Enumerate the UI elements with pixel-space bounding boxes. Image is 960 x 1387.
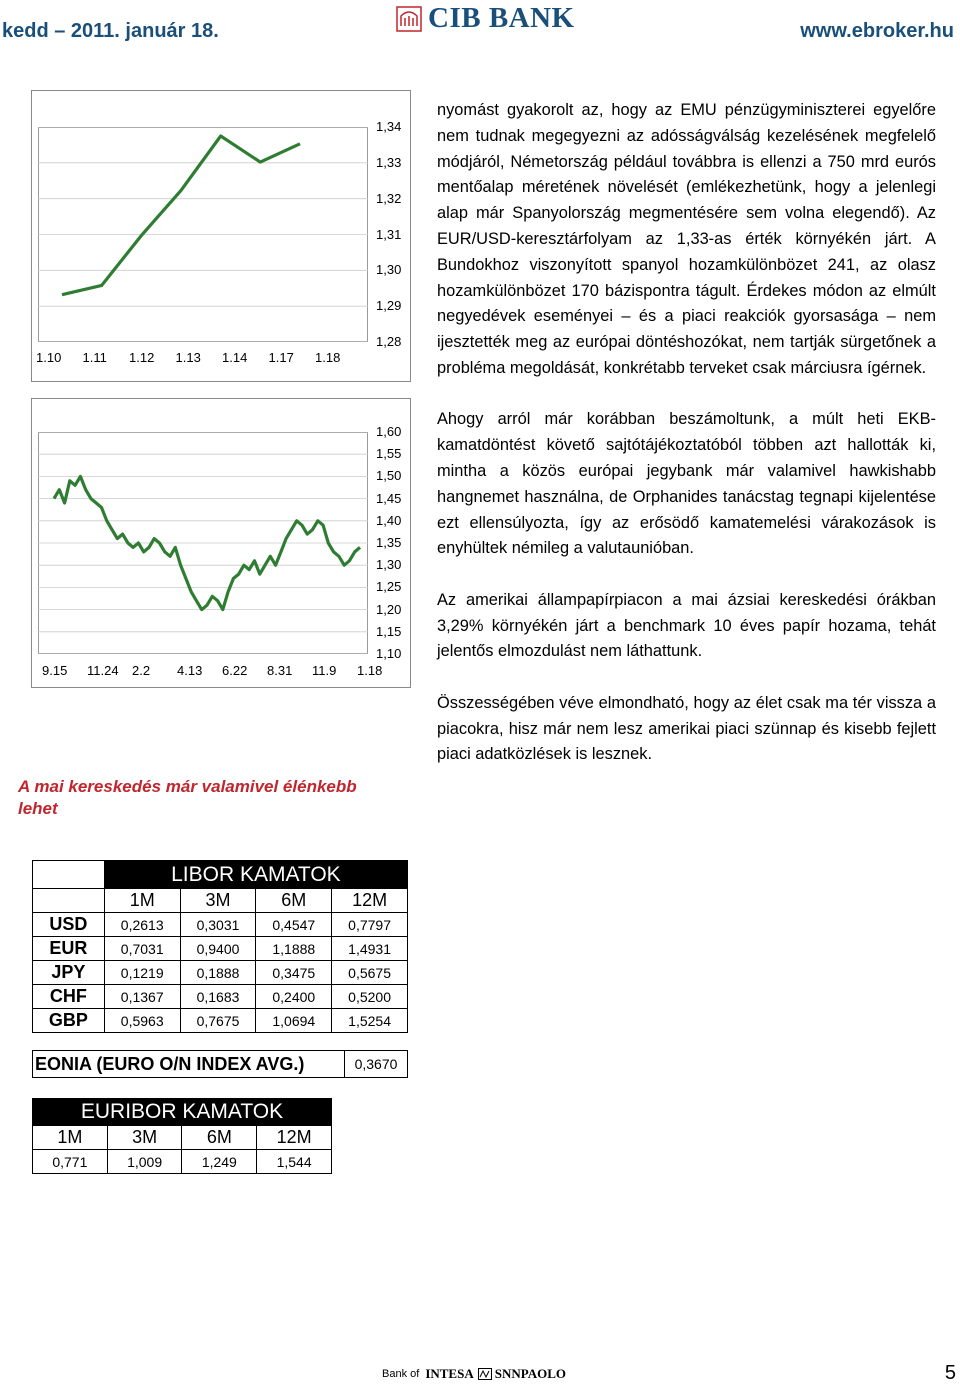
euribor-col-header: 12M [257,1126,332,1150]
paragraph-1: nyomást gyakorolt az, hogy az EMU pénzügyminiszterei egyelőre nem tudnak megegyezni az adósságválság kezelésének megfelelő módjáról, Németország például továbbra is ellenzi a 750 mrd eurós mentőalap méretének növelését (emlékezhetünk, hogy a jelenlegi alap már Spanyolország megmentésére sem volna elegendő). Az EUR/USD-keresztárfolyam az 1,33-as érték környékén járt. A Bundokhoz viszonyított spanyol hozamkülönbözet 241, az olasz hozamkülönbözet 170 bázispontra tágult. Érdekes módon az elmúlt negyedévek eseményei – és a piaci reakciók gyorsasága – nem ijesztették meg az európai döntéshozókat, nem tartják sürgetőnek a probléma megoldását, konkrétabb terveket csak márciusra ígérnek. [437,101,936,377]
rate-cell: 0,1683 [180,985,256,1009]
rate-cell: 0,3031 [180,913,256,937]
euribor-rate-cell: 1,544 [257,1150,332,1174]
y-tick-label: 1,50 [376,468,402,484]
y-tick-label: 1,31 [376,226,402,242]
x-tick-label: 1.11 [82,350,107,365]
euribor-col-header: 6M [182,1126,257,1150]
y-tick-label: 1,30 [376,557,402,573]
y-tick-label: 1,10 [376,646,402,661]
eonia-value: 0,3670 [345,1051,408,1078]
paragraph-3: Az amerikai állampapírpiacon a mai ázsiai kereskedési órákban 3,29% környékén járt a benchmark 10 éves papír hozama, tehát jelentős elmozdulást nem láthattunk. [437,590,936,661]
intesa-logo-text: INTESA [425,1366,474,1381]
x-tick-label: 1.18 [357,663,383,678]
footer-prefix: Bank of [382,1368,420,1380]
euribor-col-header: 1M [33,1126,108,1150]
y-tick-label: 1,25 [376,579,402,595]
table-row [33,1009,408,1033]
x-tick-label: 1.18 [315,350,341,365]
libor-col-header: 1M [104,889,180,913]
x-tick-label: 1.13 [175,350,201,365]
rate-cell: 0,5963 [104,1009,180,1033]
y-tick-label: 1,30 [376,262,402,278]
currency-label: EUR [33,937,105,961]
x-tick-label: 2.2 [132,663,151,678]
y-tick-label: 1,29 [376,298,402,314]
table-row [33,985,408,1009]
x-tick-label: 11.24 [87,663,119,678]
eonia-label: EONIA (EURO O/N INDEX AVG.) [33,1051,345,1078]
x-tick-label: 9.15 [42,663,68,678]
paragraph-2: Ahogy arról már korábban beszámoltunk, a múlt heti EKB-kamatdöntést követő sajtótájékoztatóból többen azt hallották ki, mintha a közös európai jegybank már valamivel hawkishabb hangnemet használna, de Orphanides tanácstag tegnapi kijelentése ezt ellensúlyozta, így az erősödő kamatemelési várakozások is enyhültek némileg a valutaunióban. [437,410,936,558]
rate-cell: 0,4547 [256,913,332,937]
y-tick-label: 1,28 [376,334,402,349]
x-tick-label: 1.12 [129,350,155,365]
y-tick-label: 1,32 [376,190,402,206]
header-date: kedd – 2011. január 18. [2,20,219,42]
libor-table [32,860,408,1033]
libor-title: LIBOR KAMATOK [104,861,407,889]
paragraph-4: Összességében véve elmondható, hogy az élet csak ma tér vissza a piacokra, hisz már nem lesz amerikai piaci szünnap és kisebb fejlett piaci adatközlések is lesznek. [437,693,936,764]
table-row [33,961,408,985]
x-tick-label: 4.13 [177,663,203,678]
rate-cell: 0,2400 [256,985,332,1009]
rate-cell: 1,4931 [332,937,408,961]
y-tick-label: 1,15 [376,623,402,639]
currency-label: USD [33,913,105,937]
rate-cell: 0,7675 [180,1009,256,1033]
y-tick-label: 1,40 [376,512,402,528]
y-tick-label: 1,55 [376,446,402,462]
y-tick-label: 1,33 [376,154,402,170]
rate-cell: 0,1888 [180,961,256,985]
currency-label: JPY [33,961,105,985]
section-heading: A mai kereskedés már valamivel élénkebb lehet [18,777,357,818]
x-tick-label: 1.17 [268,350,294,365]
x-tick-label: 6.22 [222,663,248,678]
euribor-title: EURIBOR KAMATOK [33,1099,332,1126]
rate-cell: 0,9400 [180,937,256,961]
bank-name: CIB BANK [428,2,575,34]
rate-cell: 0,5675 [332,961,408,985]
libor-col-header: 6M [256,889,332,913]
x-tick-label: 1.10 [36,350,62,365]
libor-col-header: 12M [332,889,408,913]
rate-cell: 0,2613 [104,913,180,937]
weekly-chart-plot [38,127,368,342]
cib-emblem-icon [396,6,422,32]
x-tick-label: 1.14 [222,350,248,365]
cib-logo [396,2,575,35]
page-number: 5 [944,1362,956,1384]
x-tick-label: 8.31 [267,663,293,678]
header-site-link[interactable]: www.ebroker.hu [800,20,954,42]
rate-cell: 1,1888 [256,937,332,961]
rate-cell: 0,7797 [332,913,408,937]
sanpaolo-emblem-icon [478,1368,492,1380]
y-tick-label: 1,35 [376,535,402,550]
euribor-rate-cell: 1,249 [182,1150,257,1174]
rate-cell: 0,1219 [104,961,180,985]
y-tick-label: 1,34 [376,119,402,134]
rate-cell: 0,5200 [332,985,408,1009]
y-tick-label: 1,45 [376,490,402,506]
table-row [33,937,408,961]
rate-cell: 1,0694 [256,1009,332,1033]
footer-logo [382,1366,566,1382]
euribor-col-header: 3M [107,1126,182,1150]
rate-cell: 0,7031 [104,937,180,961]
rate-cell: 0,1367 [104,985,180,1009]
y-tick-label: 1,20 [376,601,402,617]
x-tick-label: 11.9 [312,663,337,678]
euribor-table [32,1098,332,1174]
euribor-rate-cell: 0,771 [33,1150,108,1174]
eonia-table [32,1050,408,1078]
y-tick-label: 1,60 [376,424,402,439]
currency-label: CHF [33,985,105,1009]
currency-label: GBP [33,1009,105,1033]
rate-cell: 0,3475 [256,961,332,985]
article-body [437,98,936,794]
libor-col-header: 3M [180,889,256,913]
table-row [33,913,408,937]
yearly-chart-plot [38,432,368,654]
rate-cell: 1,5254 [332,1009,408,1033]
sanpaolo-logo-text: SNNPAOLO [494,1366,566,1381]
euribor-rate-cell: 1,009 [107,1150,182,1174]
